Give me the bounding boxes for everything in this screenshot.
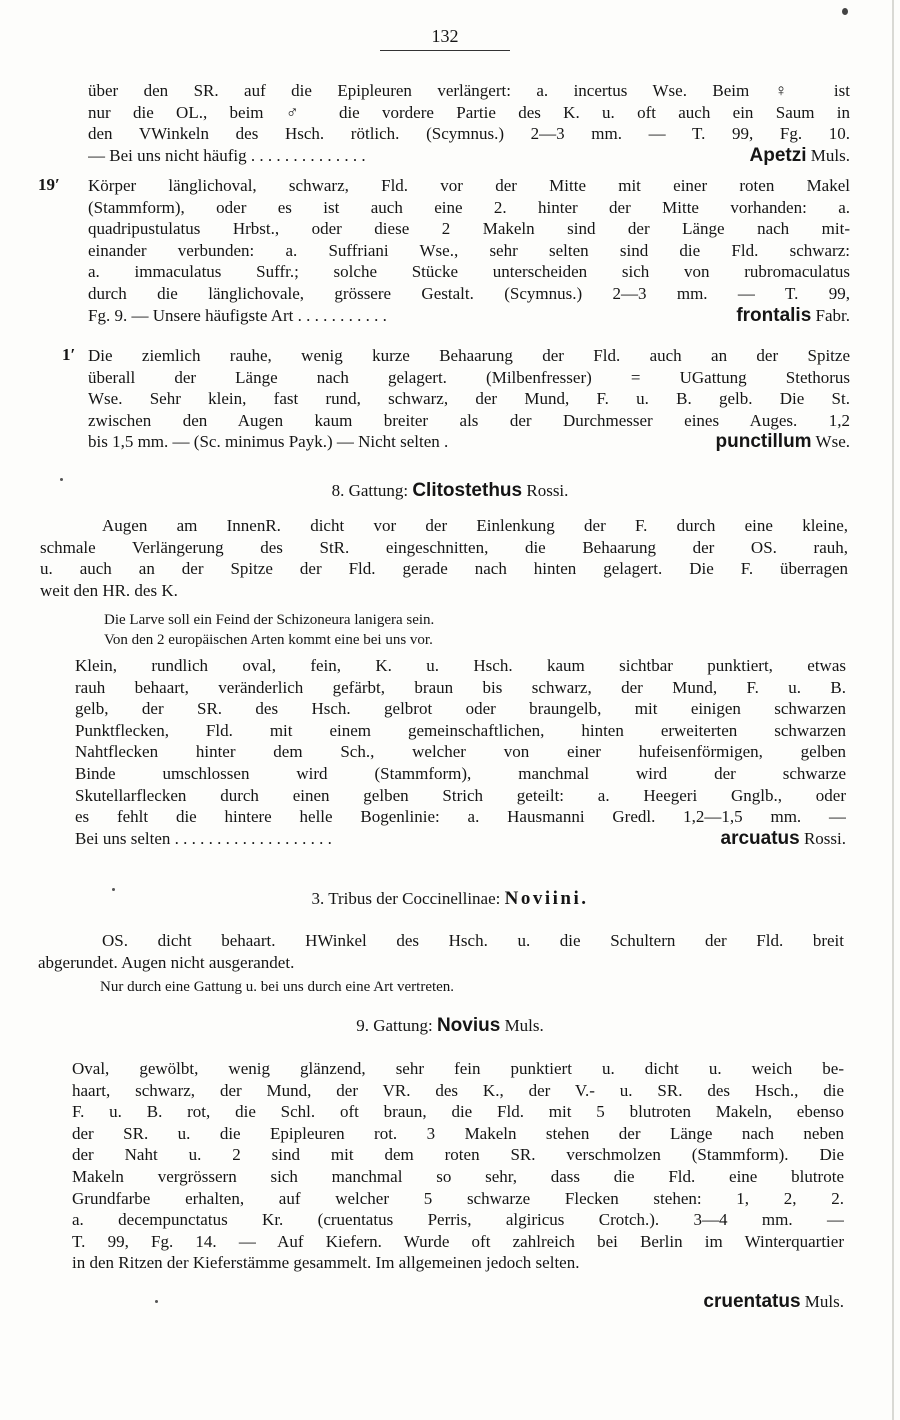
text-line: haart, schwarz, der Mund, der VR. des K., der V.- u. SR. des Hsch., die <box>72 1080 844 1100</box>
text-line: u. auch an der Spitze der Fld. gerade nach hinten gelagert. Die F. überragen <box>40 559 848 579</box>
text-line: einander verbunden: a. Suffriani Wse., sehr selten sind die Fld. schwarz: <box>88 240 850 260</box>
scan-speckle <box>112 888 115 891</box>
couplet-19-text <box>88 175 850 326</box>
note-line: Die Larve soll ein Feind der Schizoneura lanigera sein. <box>104 612 435 628</box>
text-line: der Naht u. 2 sind mit dem roten SR. verschmolzen (Stammform). Die <box>72 1145 844 1165</box>
species-author: Muls. <box>810 145 850 165</box>
genus-name: Novius <box>436 1015 501 1036</box>
note-line: Nur durch eine Gattung u. bei uns durch eine Art vertreten. <box>100 979 455 995</box>
text-line: Punktflecken, Fld. mit einem gemeinschaftlichen, hinten erweiterten schwarzen <box>75 720 846 740</box>
text-line: Augen am InnenR. dicht vor der Einlenkung der F. durch eine kleine, <box>102 516 848 535</box>
species-author: Fabr. <box>815 305 850 325</box>
species-line <box>75 828 846 850</box>
text-line: a. decempunctatus Kr. (cruentatus Perris, algiricus Crotch.). 3—4 mm. — <box>72 1210 844 1230</box>
species-name: cruentatus <box>703 1291 801 1312</box>
genus-8-species <box>75 655 846 849</box>
text-line: rauh behaart, veränderlich gefärbt, braun bis schwarz, der Mund, F. u. B. <box>75 677 846 697</box>
text-line: Klein, rundlich oval, fein, K. u. Hsch. kaum sichtbar punktiert, etwas <box>75 656 846 675</box>
tribus-note <box>100 977 846 999</box>
species-line <box>500 1291 844 1313</box>
text-line: Körper länglichoval, schwarz, Fld. vor der Mitte mit einer roten Makel <box>88 176 850 195</box>
text-line: den VWinkeln des Hsch. rötlich. (Scymnus.) 2—3 mm. — T. 99, Fg. 10. <box>88 124 850 144</box>
page-number-rule <box>380 50 510 51</box>
genus-heading <box>0 1015 900 1037</box>
couplet-marker: 19′ <box>38 175 60 194</box>
text-line: (Stammform), oder es ist auch eine 2. hinter der Mitte vorhanden: a. <box>88 197 850 217</box>
ink-spot <box>842 8 848 15</box>
species-line <box>88 305 850 327</box>
tribus-name: Noviini. <box>504 888 589 909</box>
text-line: weit den HR. des K. <box>40 580 178 600</box>
text-line: durch die länglichovale, grössere Gestalt. (Scymnus.) 2—3 mm. — T. 99, <box>88 283 850 303</box>
text-line: a. immaculatus Suffr.; solche Stücke unterscheiden sich von rubromaculatus <box>88 262 850 282</box>
text-line: abgerundet. Augen nicht ausgerandet. <box>38 952 295 972</box>
tribus-description <box>38 930 844 973</box>
genus-9-description <box>72 1058 844 1274</box>
continuation-text <box>88 80 850 166</box>
genus-author: Muls. <box>504 1016 544 1035</box>
couplet-1-text <box>88 345 850 453</box>
text-line: Binde umschlossen wird (Stammform), manchmal wird der schwarze <box>75 763 846 783</box>
species-name: arcuatus <box>720 827 800 849</box>
text-line: Grundfarbe erhalten, auf welcher 5 schwarze Flecken stehen: 1, 2, 2. <box>72 1188 844 1208</box>
text-line: Wse. Sehr klein, fast rund, schwarz, der Mund, F. u. B. gelb. Die St. <box>88 389 850 409</box>
text-line: bis 1,5 mm. — (Sc. minimus Payk.) — Nicht selten . <box>88 432 449 452</box>
text-line: — Bei uns nicht häufig . . . . . . . . . . . . . . <box>88 145 366 165</box>
genus-heading <box>0 480 900 502</box>
text-line: T. 99, Fg. 14. — Auf Kiefern. Wurde oft zahlreich bei Berlin im Winterquartier <box>72 1231 844 1251</box>
species-line <box>88 431 850 453</box>
text-line: Makeln vergrössern sich manchmal so sehr, dass die Fld. eine blutrote <box>72 1166 844 1186</box>
text-line: quadripustulatus Hrbst., oder diese 2 Makeln sind der Länge nach mit- <box>88 219 850 239</box>
text-line: OS. dicht behaart. HWinkel des Hsch. u. die Schultern der Fld. breit <box>102 931 844 950</box>
tribus-prefix: 3. Tribus der Coccinellinae: <box>311 889 501 908</box>
genus-author: Rossi. <box>526 481 569 500</box>
text-line: in den Ritzen der Kieferstämme gesammelt. Im allgemeinen jedoch selten. <box>72 1253 580 1273</box>
species-name: frontalis <box>736 304 812 326</box>
genus-prefix: 8. Gattung: <box>331 481 409 500</box>
text-line: nur die OL., beim ♂ die vordere Partie des K. u. oft auch ein Saum in <box>88 102 850 122</box>
text-line: schmale Verlängerung des StR. eingeschnitten, die Behaarung der OS. rauh, <box>40 537 848 557</box>
page-edge <box>892 0 894 1420</box>
species-author: Rossi. <box>803 828 846 848</box>
text-line: Die ziemlich rauhe, wenig kurze Behaarung der Fld. auch an der Spitze <box>88 346 850 365</box>
page-number: 132 <box>431 26 459 46</box>
species-line <box>88 145 850 167</box>
text-line: Fg. 9. — Unsere häufigste Art . . . . . . . . . . . <box>88 305 387 325</box>
text-line: zwischen den Augen kaum breiter als der Durchmesser eines Auges. 1,2 <box>88 410 850 430</box>
genus-prefix: 9. Gattung: <box>356 1016 433 1035</box>
species-name: punctillum <box>715 431 812 453</box>
genus-name: Clitostethus <box>412 480 523 501</box>
text-line: gelb, der SR. des Hsch. gelbrot oder braungelb, mit einigen schwarzen <box>75 699 846 719</box>
text-line: Bei uns selten . . . . . . . . . . . . . . . . . . . <box>75 828 332 848</box>
genus-8-notes <box>104 610 850 650</box>
text-line: überall der Länge nach gelagert. (Milbenfresser) = UGattung Stethorus <box>88 367 850 387</box>
text-line: Nahtflecken hinter dem Sch., welcher von einer hufeisenförmigen, gelben <box>75 742 846 762</box>
text-line: Oval, gewölbt, wenig glänzend, sehr fein punktiert u. dicht u. weich be- <box>72 1059 844 1078</box>
scan-speckle <box>155 1300 158 1303</box>
species-name: Apetzi <box>749 144 807 166</box>
couplet-marker: 1′ <box>62 345 76 364</box>
text-line: über den SR. auf die Epipleuren verlängert: a. incertus Wse. Beim ♀ ist <box>88 81 850 100</box>
text-line: es fehlt die hintere helle Bogenlinie: a. Hausmanni Gredl. 1,2—1,5 mm. — <box>75 807 846 827</box>
genus-8-description <box>40 515 848 601</box>
tribus-heading <box>0 888 900 910</box>
species-author: Muls. <box>804 1292 844 1311</box>
text-line: F. u. B. rot, die Schl. oft braun, die Fld. mit 5 blutroten Makeln, ebenso <box>72 1102 844 1122</box>
scan-speckle <box>60 478 63 481</box>
text-line: Skutellarflecken durch einen gelben Strich geteilt: a. Heegeri Gnglb., oder <box>75 785 846 805</box>
species-author: Wse. <box>815 432 850 452</box>
text-line: der SR. u. die Epipleuren rot. 3 Makeln stehen der Länge nach neben <box>72 1123 844 1143</box>
note-line: Von den 2 europäischen Arten kommt eine bei uns vor. <box>104 632 433 648</box>
